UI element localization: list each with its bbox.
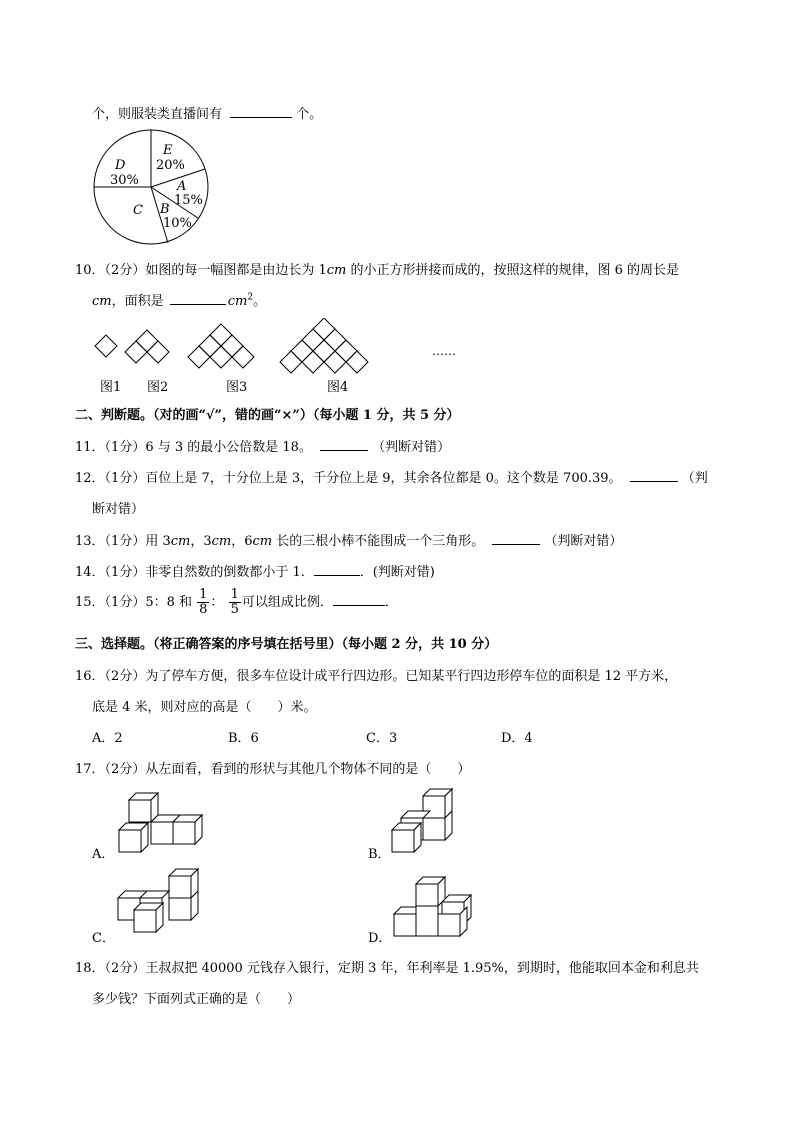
cube-figure-d [390,874,485,942]
answer-blank[interactable] [333,593,385,606]
section-heading-judgment: 二、判断题。（对的画“√”，错的画“×”）（每小题 1 分，共 5 分） [75,408,460,423]
caption-figure-1: 图1 [100,380,122,395]
question-18-line2: 多少钱？下面列式正确的是（ ） [92,992,301,1007]
figure-1 [95,335,117,357]
pie-value-d: 30% [110,173,139,188]
question-17: 17．（2分）从左面看，看到的形状与其他几个物体不同的是（ ） [75,762,471,777]
answer-blank[interactable] [320,438,368,451]
answer-blank[interactable] [492,532,540,545]
figure-2 [125,330,169,363]
question-12-line2: 断对错） [92,502,145,517]
q17-option-b[interactable]: B． [368,847,391,862]
q17-option-a[interactable]: A． [92,847,115,862]
q10-line1: 10．（2分）如图的每一幅图都是由边长为 1cm 的小正方形拼接而成的，按照这样的规律，图 6 的周长是 [75,263,679,278]
q16-option-c[interactable]: C．3 [366,731,398,746]
pie-label-e: E [163,143,173,158]
figures-ellipsis: …… [432,344,456,358]
fraction-one-eighth: $\frac{1}{8}$ [199,587,208,617]
figure-4 [280,318,368,373]
pie-value-b: 10% [163,216,192,231]
question-14: 14．（1分）非零自然数的倒数都小于 1． ．(判断对错) [75,565,435,580]
caption-figure-4: 图4 [327,380,349,395]
cube-figure-b [388,785,463,855]
pie-label-a: A [177,179,187,194]
fraction-one-fifth: $\frac{1}{5}$ [230,587,239,617]
question-13: 13．（1分）用 3cm，3cm，6cm 长的三根小棒不能围成一个三角形。 （判断对错） [75,534,623,549]
q17-option-c[interactable]: C． [92,931,115,946]
answer-blank[interactable] [230,105,292,118]
answer-blank[interactable] [170,292,226,305]
figure-3 [188,324,254,368]
q16-option-d[interactable]: D．4 [501,731,533,746]
caption-figure-2: 图2 [147,380,169,395]
answer-blank[interactable] [630,469,678,482]
q10-line2: cm，面积是 $cm^2$。 [92,292,267,309]
question-16-line2: 底是 4 米，则对应的高是（ ）米。 [92,700,317,715]
question-11: 11．（1分）6 与 3 的最小公倍数是 18。 （判断对错） [75,440,451,455]
diamond-pattern-figures [88,318,378,374]
pie-value-a: 15% [174,193,203,208]
cube-figure-a [112,785,212,855]
question-12: 12．（1分）百位上是 7，十分位上是 3，千分位上是 9，其余各位都是 0。这个数是 700.39。 （判 [75,471,708,486]
q9-tail: 个，则服装类直播间有 个。 [92,107,323,122]
caption-figure-3: 图3 [226,380,248,395]
answer-blank[interactable] [314,563,360,576]
question-18-line1: 18．（2分）王叔叔把 40000 元钱存入银行，定期 3 年，年利率是 1.95%，到期时，他能取回本金和利息共 [75,961,699,976]
pie-value-e: 20% [156,158,185,173]
question-16-line1: 16．（2分）为了停车方便，很多车位设计成平行四边形。已知某平行四边形停车位的面积是 12 平方米， [75,669,678,684]
q16-option-a[interactable]: A．2 [92,731,123,746]
section-heading-choice: 三、选择题。（将正确答案的序号填在括号里）（每小题 2 分，共 10 分） [75,637,498,652]
q16-option-b[interactable]: B．6 [228,731,259,746]
q17-option-d[interactable]: D． [368,931,392,946]
pie-label-c: C [133,203,143,218]
question-15: 15．（1分）5：8 和 $\frac{1}{8}$ ： $\frac{1}{5}$ 可以组成比例． ． [75,587,398,617]
pie-label-b: B [160,202,170,217]
pie-chart [90,128,214,246]
pie-label-d: D [115,158,126,173]
cube-figure-c [114,868,209,940]
